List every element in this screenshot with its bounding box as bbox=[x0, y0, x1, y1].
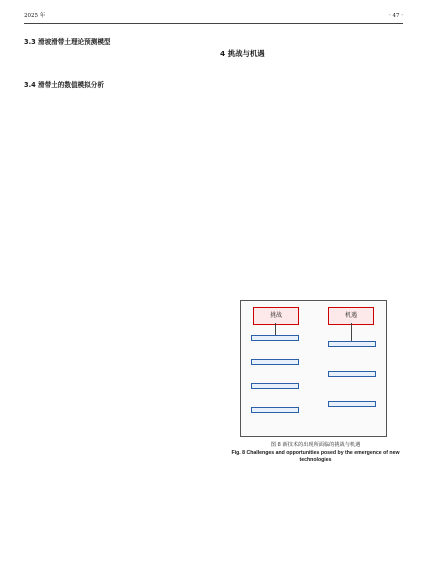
challenge-item bbox=[251, 359, 299, 365]
challenge-item bbox=[251, 383, 299, 389]
paragraph bbox=[220, 62, 403, 70]
challenge-box: 挑战 bbox=[253, 307, 299, 325]
paragraph bbox=[24, 69, 207, 77]
challenge-item bbox=[251, 335, 299, 341]
left-column bbox=[24, 34, 207, 103]
opportunity-box: 机遇 bbox=[328, 307, 374, 325]
caption-english: Fig. 8 Challenges and opportunities posed by the emergence of new technologies bbox=[231, 449, 400, 463]
connector-line bbox=[351, 323, 352, 341]
opportunity-item bbox=[328, 341, 376, 347]
opportunity-item bbox=[328, 371, 376, 377]
paragraph bbox=[220, 34, 403, 42]
section-heading-3-3: 3.3 滑坡滑带土理论预测模型 bbox=[24, 38, 111, 46]
header-year: 2025 年 bbox=[24, 13, 46, 19]
section-heading-3-4: 3.4 滑带土的数值模拟分析 bbox=[24, 81, 104, 90]
connector-line bbox=[275, 323, 276, 335]
challenge-item bbox=[251, 407, 299, 413]
paragraph bbox=[24, 59, 207, 67]
section-heading-4: 4 挑战与机遇 bbox=[220, 49, 265, 58]
figure-caption bbox=[228, 442, 403, 465]
paragraph bbox=[24, 93, 207, 101]
figure-8-diagram bbox=[240, 300, 387, 437]
caption-chinese: 图 8 新技术的出现所面临的挑战与机遇 bbox=[270, 442, 361, 448]
paragraph bbox=[24, 49, 207, 57]
paragraph bbox=[220, 466, 403, 474]
opportunity-item bbox=[328, 401, 376, 407]
running-header bbox=[24, 11, 403, 24]
right-column-bottom bbox=[220, 466, 403, 476]
header-page-number: · 47 · bbox=[389, 13, 403, 19]
right-column bbox=[220, 34, 403, 72]
